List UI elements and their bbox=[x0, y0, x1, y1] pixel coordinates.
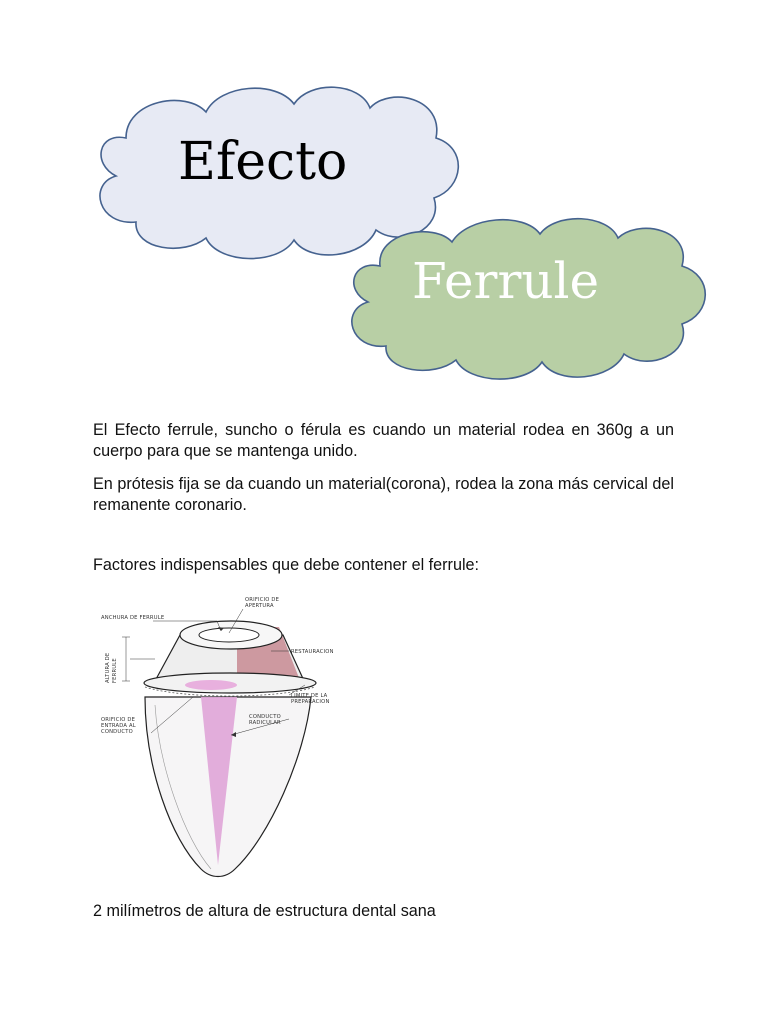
paragraph-definition: El Efecto ferrule, suncho o férula es cuando un material rodea en 360g a un cuerpo para que se mantenga unido. bbox=[93, 421, 674, 460]
paragraph-factores: Factores indispensables que debe contener el ferrule: bbox=[93, 556, 480, 574]
ferrule-diagram bbox=[93, 587, 363, 887]
label-entrada-3: CONDUCTO bbox=[101, 729, 133, 735]
label-anchura: ANCHURA DE FERRULE bbox=[101, 615, 165, 621]
label-entrada-2: ENTRADA AL bbox=[101, 723, 136, 729]
label-altura-1: ALTURA DE bbox=[105, 652, 111, 683]
label-orificio-2: APERTURA bbox=[245, 603, 274, 609]
apertura-orifice bbox=[199, 628, 259, 642]
label-altura-2: FERRULE bbox=[112, 658, 118, 683]
label-limite-2: PREPARACION bbox=[291, 699, 330, 705]
tooth-diagram-svg bbox=[93, 587, 363, 887]
title-ferrule: Ferrule bbox=[412, 252, 600, 310]
label-restauracion: RESTAURACION bbox=[291, 649, 334, 655]
canal-entrance bbox=[185, 680, 237, 690]
paragraph-altura: 2 milímetros de altura de estructura dental sana bbox=[93, 902, 436, 920]
label-conducto-1: CONDUCTO bbox=[249, 714, 281, 720]
cloud-ferrule bbox=[340, 212, 715, 384]
label-entrada-1: ORIFICIO DE bbox=[101, 717, 136, 723]
label-limite-1: LIMITE DE LA bbox=[291, 693, 328, 699]
label-conducto-2: RADICULAR bbox=[249, 720, 281, 726]
paragraph-protesis: En prótesis fija se da cuando un material(corona), rodea la zona más cervical del remanente coronario. bbox=[93, 475, 674, 514]
label-orificio-1: ORIFICIO DE bbox=[245, 597, 280, 603]
title-efecto: Efecto bbox=[178, 132, 348, 192]
